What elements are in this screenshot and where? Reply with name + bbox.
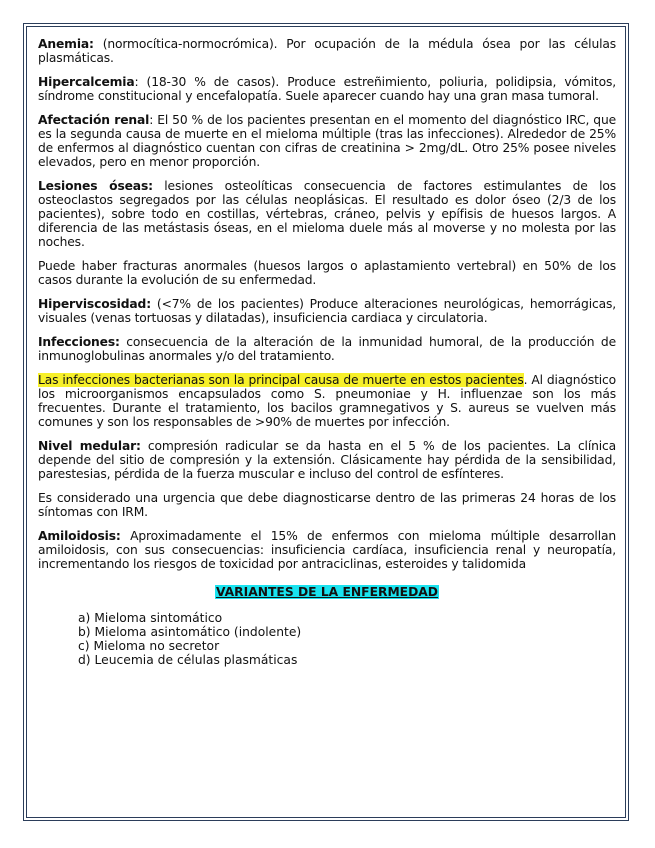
text-urgencia: Es considerado una urgencia que debe diagnosticarse dentro de las primeras 24 horas de los síntomas con IRM. bbox=[38, 491, 616, 519]
text-hiperviscosidad: (<7% de los pacientes) Produce alteraciones neurológicas, hemorrágicas, visuales (venas tortuosas y dilatadas), insuficiencia cardiaca y circulatoria. bbox=[38, 297, 616, 325]
term-anemia: Anemia: bbox=[38, 37, 94, 51]
paragraph-renal bbox=[38, 113, 616, 169]
list-item: d) Leucemia de células plasmáticas bbox=[78, 653, 298, 667]
term-hiperviscosidad: Hiperviscosidad: bbox=[38, 297, 151, 311]
term-oseas: Lesiones óseas: bbox=[38, 179, 153, 193]
variants-list bbox=[38, 611, 616, 667]
paragraph-medular bbox=[38, 439, 616, 481]
paragraph-anemia bbox=[38, 37, 616, 65]
text-infecciones: consecuencia de la alteración de la inmunidad humoral, de la producción de inmunoglobulinas anormales y/o del tratamiento. bbox=[38, 335, 616, 363]
paragraph-hiperviscosidad bbox=[38, 297, 616, 325]
term-renal: Afectación renal bbox=[38, 113, 150, 127]
text-renal: : El 50 % de los pacientes presentan en el momento del diagnóstico IRC, que es la segunda causa de muerte en el mieloma múltiple (tras las infecciones). Alrededor de 25% de enfermos al diagnóstico cuentan con cifras de creatinina > 2mg/dL. Otro 25% posee niveles elevados, pero en menor proporción. bbox=[38, 113, 617, 169]
paragraph-fracturas bbox=[38, 259, 616, 287]
variants-heading bbox=[38, 581, 616, 600]
term-amiloidosis: Amiloidosis: bbox=[38, 529, 121, 543]
text-bacterianas: . Al diagnóstico los microorganismos encapsulados como S. pneumoniae y H. influenzae son los más frecuentes. Durante el tratamiento, los bacilos gramnegativos y S. aureus se vuelven más comunes y son los responsables de >90% de muertes por infección. bbox=[38, 373, 617, 429]
text-fracturas: Puede haber fracturas anormales (huesos largos o aplastamiento vertebral) en 50% de los casos durante la evolución de su enfermedad. bbox=[38, 259, 616, 287]
list-item: a) Mieloma sintomático bbox=[78, 611, 223, 625]
term-infecciones: Infecciones: bbox=[38, 335, 120, 349]
term-medular: Nivel medular: bbox=[38, 439, 141, 453]
paragraph-urgencia bbox=[38, 491, 616, 519]
text-medular: compresión radicular se da hasta en el 5 % de los pacientes. La clínica depende del sitio de compresión y la extensión. Clásicamente hay pérdida de la sensibilidad, parestesias, pérdida de la fuerza muscular e incluso del control de esfínteres. bbox=[38, 439, 616, 481]
text-amiloidosis: Aproximadamente el 15% de enfermos con mieloma múltiple desarrollan amiloidosis, con sus consecuencias: insuficiencia cardíaca, insuficiencia renal y neuropatía, incrementando los riesgos de toxicidad por antraciclinas, esteroides y talidomida bbox=[38, 529, 616, 571]
text-oseas: lesiones osteolíticas consecuencia de factores estimulantes de los osteoclastos segregados por las células neoplásicas. El resultado es dolor óseo (2/3 de los pacientes), sobre todo en costillas, vértebras, cráneo, pelvis y epífisis de huesos largos. A diferencia de las metástasis óseas, en el mieloma duele más al moverse y no molesta por las noches. bbox=[38, 179, 616, 249]
paragraph-hipercalcemia bbox=[38, 75, 616, 103]
term-hipercalcemia: Hipercalcemia bbox=[38, 75, 135, 89]
document-body bbox=[38, 37, 616, 667]
highlighted-sentence: Las infecciones bacterianas son la principal causa de muerte en estos pacientes bbox=[38, 373, 524, 387]
paragraph-bacterianas bbox=[38, 373, 616, 429]
text-hipercalcemia: : (18-30 % de casos). Produce estreñimiento, poliuria, polidipsia, vómitos, síndrome constitucional y encefalopatía. Suele aparecer cuando hay una gran masa tumoral. bbox=[38, 75, 616, 103]
list-item: c) Mieloma no secretor bbox=[78, 639, 220, 653]
list-item: b) Mieloma asintomático (indolente) bbox=[78, 625, 302, 639]
variants-heading-text: VARIANTES DE LA ENFERMEDAD bbox=[215, 585, 439, 599]
paragraph-infecciones bbox=[38, 335, 616, 363]
text-anemia: (normocítica-normocrómica). Por ocupación de la médula ósea por las células plasmáticas. bbox=[38, 37, 616, 65]
paragraph-oseas bbox=[38, 179, 616, 249]
paragraph-amiloidosis bbox=[38, 529, 616, 571]
